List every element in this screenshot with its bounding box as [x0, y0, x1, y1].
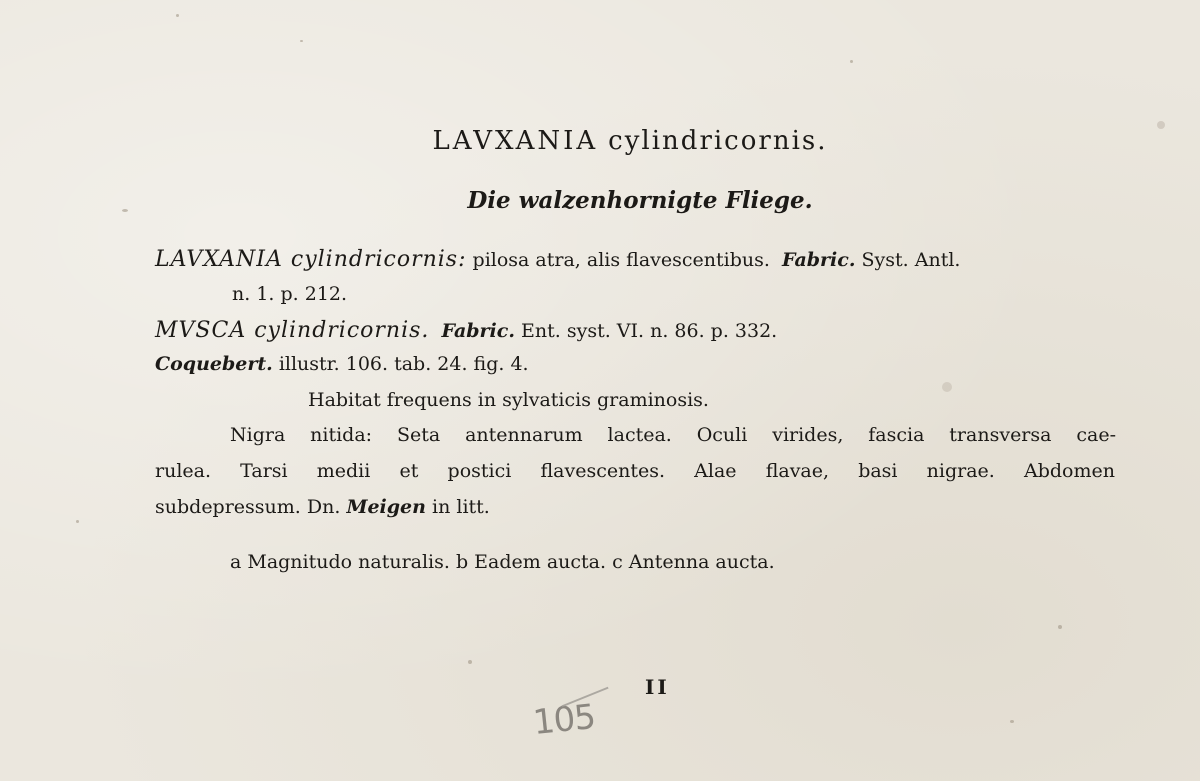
- figure-legend: a Magnitudo naturalis. b Eadem aucta. c Antenna aucta.: [230, 551, 775, 573]
- synonym-name-lauxania: LAVXANIA cylindricornis:: [155, 247, 467, 272]
- habitat-line: Habitat frequens in sylvaticis graminosis.: [308, 389, 709, 411]
- synonym-author: Fabric.: [782, 249, 856, 271]
- synonymy-line-4: [155, 355, 529, 374]
- paper-speck: [850, 60, 853, 63]
- description-line-2: rulea. Tarsi medii et postici flavescentes. Alae flavae, basi nigrae. Abdomen: [155, 460, 1115, 482]
- description-author: Meigen: [346, 496, 426, 518]
- page-title: [0, 126, 1200, 156]
- paper-speck: [942, 382, 952, 392]
- paper-speck: [1010, 720, 1014, 723]
- description-text: subdepressum. Dn.: [155, 496, 341, 518]
- synonymy-line-2: n. 1. p. 212.: [232, 283, 348, 305]
- title-species: cylindricornis.: [608, 126, 828, 156]
- description-line-3: [155, 498, 490, 517]
- synonym-diagnosis: pilosa atra, alis flavescentibus.: [472, 249, 770, 271]
- synonym-name-musca: MVSCA cylindricornis.: [155, 318, 430, 343]
- paper-speck: [76, 520, 79, 523]
- page-number: II: [645, 675, 670, 699]
- paper-speck: [1058, 625, 1062, 629]
- synonym-author: Fabric.: [441, 320, 515, 342]
- synonymy-line-1: [155, 249, 960, 271]
- paper-speck: [468, 660, 472, 664]
- description-line-1: Nigra nitida: Seta antennarum lactea. Oculi virides, fascia transversa cae-: [230, 424, 1116, 446]
- synonym-author: Coquebert.: [155, 353, 273, 375]
- paper-speck: [176, 14, 179, 17]
- synonym-reference: Ent. syst. VI. n. 86. p. 332.: [521, 320, 778, 342]
- synonym-reference: Syst. Antl.: [861, 249, 961, 271]
- page-subtitle: Die walzenhornigte Fliege.: [467, 187, 813, 214]
- title-genus: LAVXANIA: [432, 126, 599, 156]
- synonym-reference: illustr. 106. tab. 24. fig. 4.: [278, 353, 529, 375]
- paper-speck: [300, 40, 303, 42]
- pencil-note: 105: [531, 696, 597, 744]
- synonymy-line-3: [155, 320, 777, 342]
- description-text: in litt.: [432, 496, 490, 518]
